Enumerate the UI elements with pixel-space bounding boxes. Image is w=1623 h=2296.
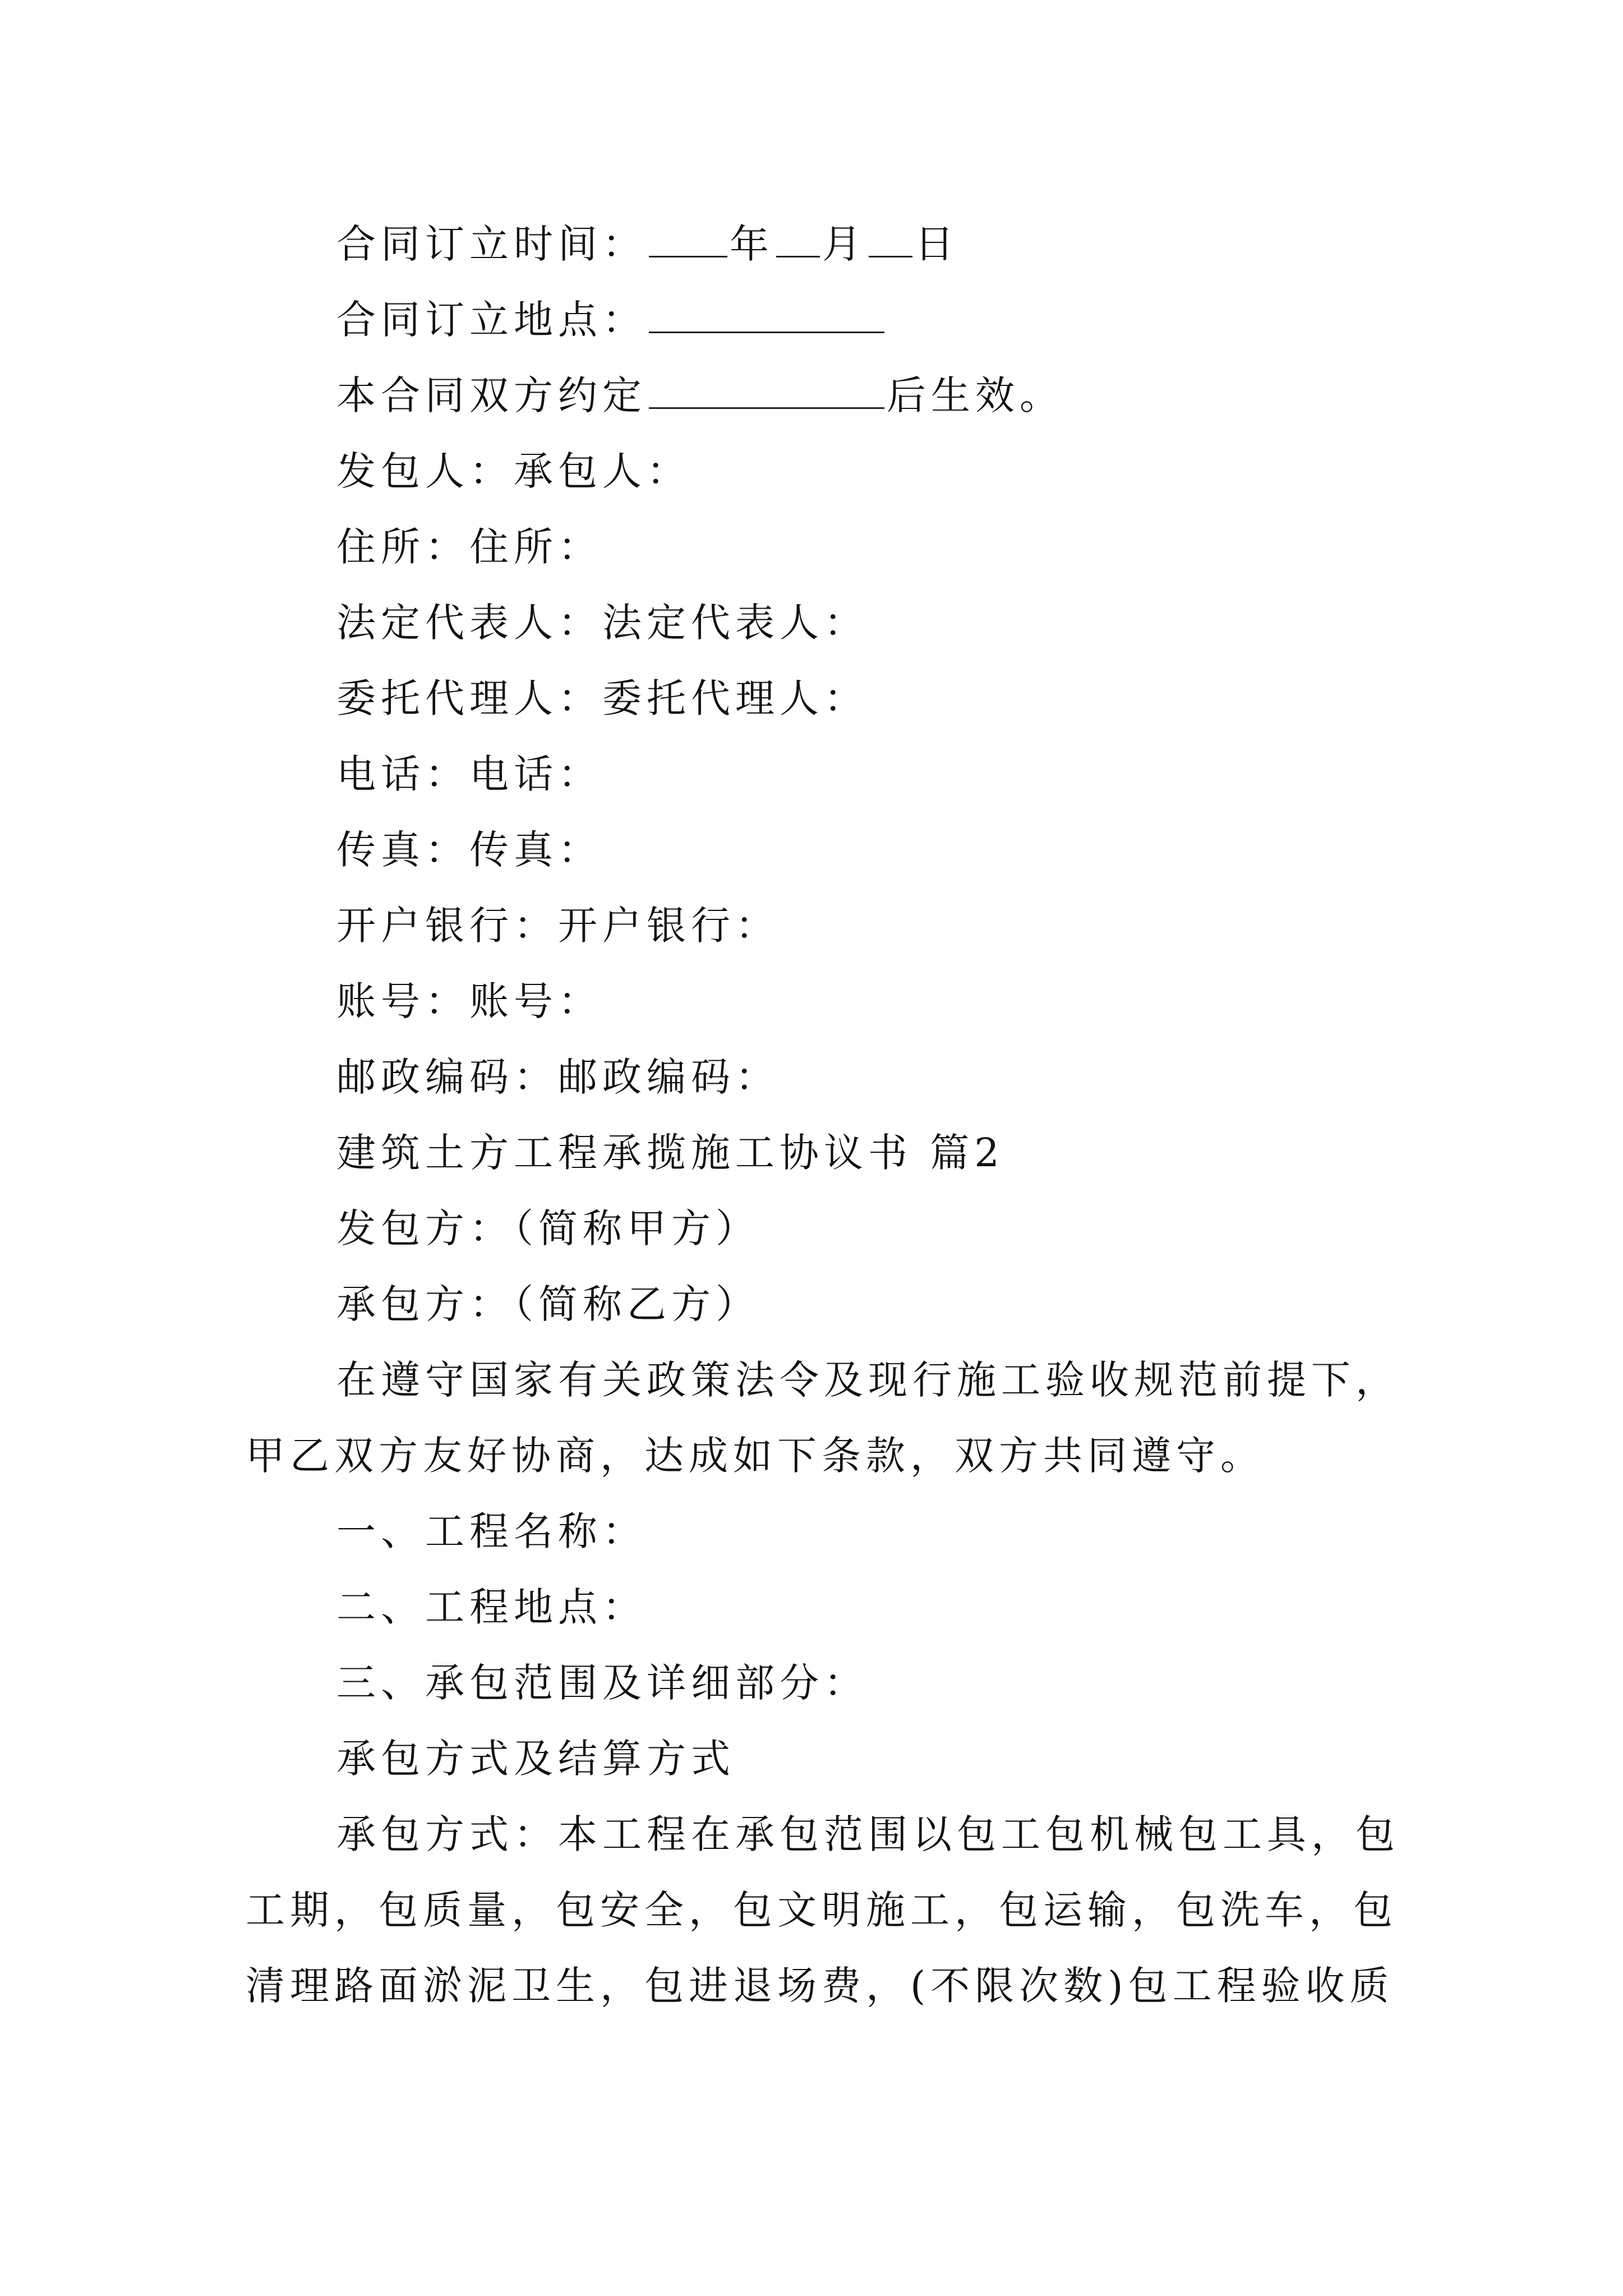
place-blank bbox=[649, 297, 884, 333]
bank-line: 开户银行：开户银行： bbox=[336, 903, 780, 949]
contract-date-line bbox=[0, 216, 1623, 272]
day-blank bbox=[869, 221, 912, 257]
effective-line bbox=[0, 367, 1623, 424]
agent-line: 委托代理人：委托代理人： bbox=[336, 675, 868, 721]
contractor-line: 承包方：（简称乙方） bbox=[336, 1281, 760, 1327]
legal-rep-line: 法定代表人：法定代表人： bbox=[336, 600, 868, 646]
project-name-line: 一、工程名称： bbox=[336, 1508, 647, 1554]
contract-place-label: 合同订立地点： bbox=[336, 297, 647, 343]
contract-date-label: 合同订立时间： bbox=[336, 221, 647, 267]
effective-suffix: 后生效。 bbox=[887, 372, 1064, 418]
day-label: 日 bbox=[915, 221, 959, 267]
method-heading: 承包方式及结算方式 bbox=[336, 1736, 735, 1782]
year-label: 年 bbox=[730, 221, 774, 267]
scope-line: 三、承包范围及详细部分： bbox=[336, 1660, 868, 1706]
effective-blank bbox=[649, 372, 884, 409]
month-blank bbox=[776, 221, 820, 257]
effective-label: 本合同双方约定 bbox=[336, 372, 647, 418]
employer-line: 发包方：（简称甲方） bbox=[336, 1205, 760, 1251]
preamble-line-2: 甲乙双方友好协商，达成如下条款，双方共同遵守。 bbox=[246, 1433, 1265, 1479]
section-title: 建筑土方工程承揽施工协议书 篇2 bbox=[336, 1130, 1004, 1176]
month-label: 月 bbox=[822, 221, 866, 267]
method-line-3: 清理路面淤泥卫生，包进退场费，(不限次数)包工程验收质 bbox=[246, 1963, 1394, 2009]
method-line-1: 承包方式：本工程在承包范围以包工包机械包工具，包 bbox=[336, 1811, 1400, 1857]
project-site-line: 二、工程地点： bbox=[336, 1584, 647, 1630]
fax-line: 传真：传真： bbox=[336, 827, 602, 873]
year-blank bbox=[649, 221, 727, 257]
contract-place-line bbox=[0, 292, 1623, 348]
preamble-line-1: 在遵守国家有关政策法令及现行施工验收规范前提下， bbox=[336, 1357, 1400, 1403]
phone-line: 电话：电话： bbox=[336, 751, 602, 797]
postcode-line: 邮政编码：邮政编码： bbox=[336, 1054, 780, 1100]
method-line-2: 工期，包质量，包安全，包文明施工，包运输，包洗车，包 bbox=[246, 1887, 1398, 1933]
address-line: 住所：住所： bbox=[336, 524, 602, 570]
party-line: 发包人：承包人： bbox=[336, 448, 691, 494]
account-line: 账号：账号： bbox=[336, 978, 602, 1024]
